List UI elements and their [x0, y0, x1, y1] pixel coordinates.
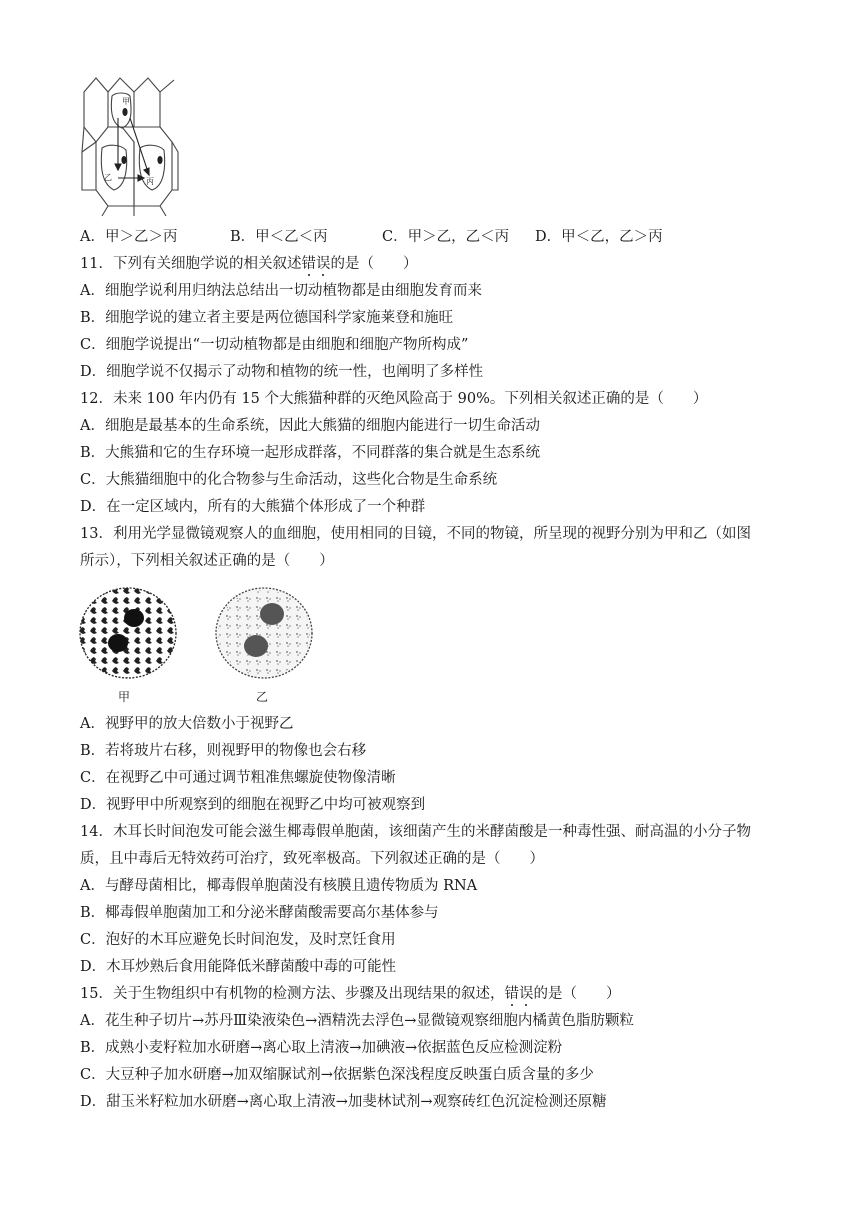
q12-option-c: C．大熊猫细胞中的化合物参与生命活动，这些化合物是生命系统	[80, 472, 498, 488]
microscope-field-yi	[214, 586, 314, 680]
q15-option-d: D．甜玉米籽粒加水研磨→离心取上清液→加斐林试剂→观察砖红色沉淀检测还原糖	[80, 1094, 607, 1110]
q15-option-b: B．成熟小麦籽粒加水研磨→离心取上清液→加碘液→依据蓝色反应检测淀粉	[80, 1040, 563, 1056]
q10-option-d: D．甲＜乙，乙＞丙	[535, 229, 663, 245]
q11-option-b: B．细胞学说的建立者主要是两位德国科学家施莱登和施旺	[80, 310, 454, 326]
microscope-field-jia	[78, 586, 178, 680]
fig13-label-yi: 乙	[256, 690, 269, 704]
q14-option-a: A．与酵母菌相比，椰毒假单胞菌没有核膜且遗传物质为 RNA	[80, 878, 478, 894]
q12-option-a: A．细胞是最基本的生命系统，因此大熊猫的细胞内能进行一切生命活动	[80, 418, 540, 434]
q12-option-d: D．在一定区域内，所有的大熊猫个体形成了一个种群	[80, 499, 426, 515]
q12-option-b: B．大熊猫和它的生存环境一起形成群落，不同群落的集合就是生态系统	[80, 445, 541, 461]
q13-option-b: B．若将玻片右移，则视野甲的物像也会右移	[80, 743, 367, 759]
q14-option-d: D．木耳炒熟后食用能降低米酵菌酸中毒的可能性	[80, 959, 397, 975]
q13-option-c: C．在视野乙中可通过调节粗准焦螺旋使物像清晰	[80, 770, 396, 786]
fig10-label-yi: 乙	[104, 173, 112, 182]
q14-stem-line2: 质，且中毒后无特效药可治疗，致死率极高。下列叙述正确的是（ ）	[80, 851, 544, 867]
q14-stem-line1: 14．木耳长时间泡发可能会滋生椰毒假单胞菌，该细菌产生的米酵菌酸是一种毒性强、耐高温的小分子物	[80, 824, 751, 840]
q12-stem: 12．未来 100 年内仍有 15 个大熊猫种群的灭绝风险高于 90%。下列相关叙述正确的是（ ）	[80, 391, 708, 407]
fig10-label-jia: 甲	[122, 97, 130, 106]
q11-option-c: C．细胞学说提出“一切动植物都是由细胞和细胞产物所构成”	[80, 337, 469, 353]
q14-option-b: B．椰毒假单胞菌加工和分泌米酵菌酸需要高尔基体参与	[80, 905, 439, 921]
q13-stem-line1: 13．利用光学显微镜观察人的血细胞，使用相同的目镜，不同的物镜，所呈现的视野分别为甲和乙（如图	[80, 526, 751, 542]
fig10-label-bing: 丙	[146, 177, 154, 186]
q11-option-a: A．细胞学说利用归纳法总结出一切动植物都是由细胞发育而来	[80, 283, 482, 299]
q10-option-c: C．甲＞乙，乙＜丙	[382, 229, 510, 245]
q13-option-d: D．视野甲中所观察到的细胞在视野乙中均可被观察到	[80, 797, 426, 813]
q14-option-c: C．泡好的木耳应避免长时间泡发，及时烹饪食用	[80, 932, 396, 948]
fig13-label-jia: 甲	[118, 690, 131, 704]
q13-stem-line2: 所示），下列相关叙述正确的是（ ）	[80, 553, 334, 569]
cell-osmosis-figure	[78, 72, 182, 218]
q10-option-a: A．甲＞乙＞丙	[80, 229, 178, 245]
q11-stem: 11．下列有关细胞学说的相关叙述错误的是（ ）	[80, 256, 418, 272]
q10-option-b: B．甲＜乙＜丙	[230, 229, 328, 245]
q15-stem: 15．关于生物组织中有机物的检测方法、步骤及出现结果的叙述，错误的是（ ）	[80, 986, 621, 1002]
q13-option-a: A．视野甲的放大倍数小于视野乙	[80, 716, 294, 732]
q15-option-a: A．花生种子切片→苏丹Ⅲ染液染色→酒精洗去浮色→显微镜观察细胞内橘黄色脂肪颗粒	[80, 1013, 634, 1029]
q15-option-c: C．大豆种子加水研磨→加双缩脲试剂→依据紫色深浅程度反映蛋白质含量的多少	[80, 1067, 594, 1083]
q11-option-d: D．细胞学说不仅揭示了动物和植物的统一性，也阐明了多样性	[80, 364, 484, 380]
